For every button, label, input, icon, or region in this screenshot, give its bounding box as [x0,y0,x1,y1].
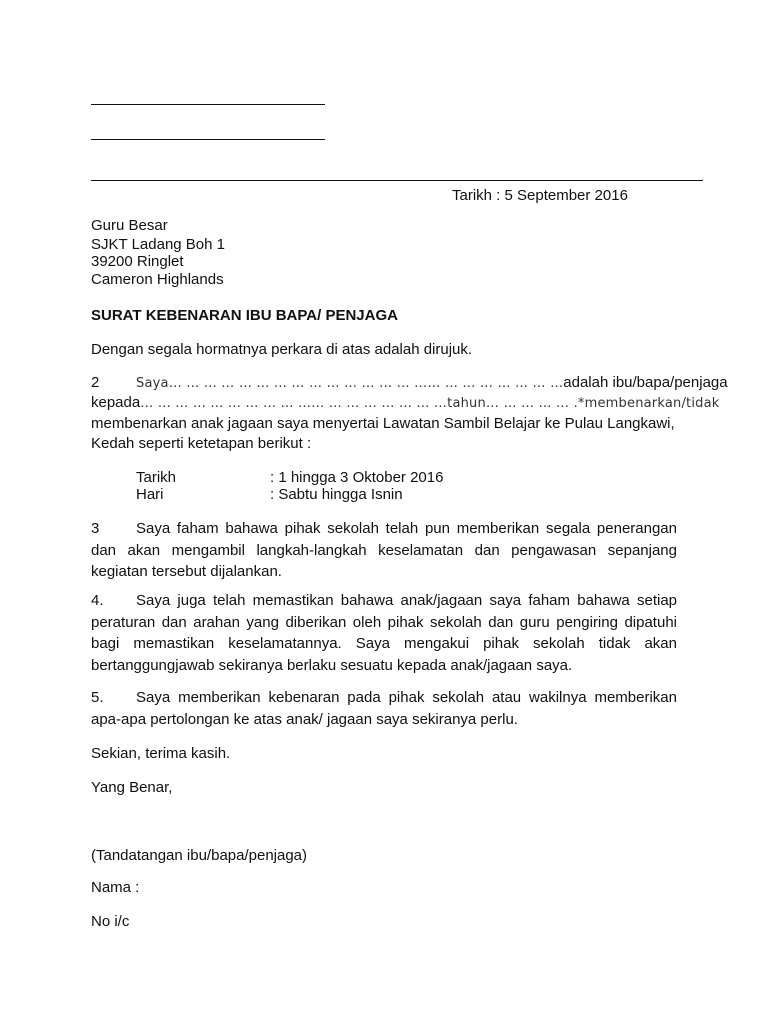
header-rule [91,180,703,181]
recipient-line-1: Guru Besar [91,217,168,234]
recipient-line-4: Cameron Highlands [91,271,224,288]
tarikh-label: Tarikh [136,469,177,486]
para5-number: 5. [91,689,104,706]
para3-text: Saya faham bahawa pihak sekolah telah pun memberikan segala penerangan dan akan mengambil langkah-langkah keselamatan dan pengawasan sepanjang kegiatan tersebut dijalankan. [91,520,677,580]
para3 [91,518,677,583]
saya-label: Saya [136,376,169,391]
para4 [91,590,677,676]
blank-line-2 [91,139,325,140]
parent-text: adalah ibu/bapa/penjaga [563,374,728,391]
recipient-line-3: 39200 Ringlet [91,253,184,270]
para4-number: 4. [91,592,104,609]
para2-line1 [91,373,728,393]
permit-choice: *membenarkan/tidak [577,396,720,411]
opening-line: Dengan segala hormatnya perkara di atas adalah dirujuk. [91,341,473,358]
blank-line-1 [91,104,325,105]
tahun-label: tahun [447,396,486,411]
para5-text: Saya memberikan kebenaran pada pihak sekolah atau wakilnya memberikan apa-apa pertolongan ke atas anak/ jagaan saya sekiranya perlu. [91,689,677,728]
para2-number: 2 [91,374,100,391]
letter-subject: SURAT KEBENARAN IBU BAPA/ PENJAGA [91,307,398,324]
tarikh-value: : 1 hingga 3 Oktober 2016 [270,469,444,486]
closing-thanks: Sekian, terima kasih. [91,745,231,762]
para3-number: 3 [91,520,100,537]
recipient-line-2: SJKT Ladang Boh 1 [91,236,225,253]
date-line: Tarikh : 5 September 2016 [452,187,628,204]
tahun-fill-dots: … … … … … . [485,396,578,411]
signature-label: (Tandatangan ibu/bapa/penjaga) [91,847,308,864]
para2-line3: membenarkan anak jagaan saya menyertai Lawatan Sambil Belajar ke Pulau Langkawi, [91,415,675,432]
para4-text: Saya juga telah memastikan bahawa anak/jagaan saya faham bahawa setiap peraturan dan arahan yang diberikan oleh pihak sekolah dan guru pengiring dipatuhi bagi memastikan keselamatannya. Saya mengakui pihak sekolah tidak akan bertanggungjawab sekiranya berlaku sesuatu kepada anak/jagaan saya. [91,592,677,674]
hari-value: : Sabtu hingga Isnin [270,486,403,503]
closing-yours: Yang Benar, [91,779,173,796]
para2-line4: Kedah seperti ketetapan berikut : [91,435,312,452]
hari-label: Hari [136,486,164,503]
para5 [91,687,677,730]
para2-line2 [91,393,720,413]
kepada-label: kepada [91,394,141,411]
saya-fill-dots: … … … … … … … … … … … … … … …… … … … … … … … [168,376,564,391]
name-label: Nama : [91,879,140,896]
ic-label: No i/c [91,913,130,930]
kepada-fill-dots: … … … … … … … … … …… … … … … … … … [140,396,448,411]
